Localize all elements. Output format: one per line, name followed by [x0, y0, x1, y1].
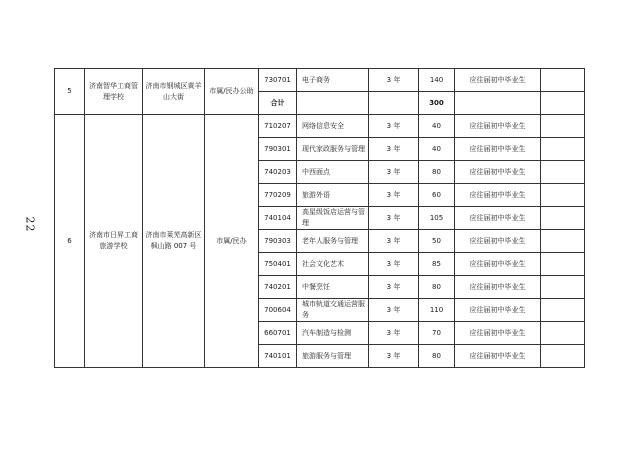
empty-cell — [297, 92, 369, 115]
major-name: 旅游外语 — [297, 184, 369, 207]
empty-cell — [541, 299, 585, 322]
major-target: 应往届初中毕业生 — [455, 138, 541, 161]
table-row — [55, 115, 585, 138]
school-address: 济南市钢城区黄羊山大街 — [143, 69, 205, 115]
total-value: 300 — [419, 92, 455, 115]
major-name: 中餐烹饪 — [297, 276, 369, 299]
major-quota: 110 — [419, 299, 455, 322]
empty-cell — [541, 230, 585, 253]
major-name: 城市轨道交通运营服务 — [297, 299, 369, 322]
empty-cell — [541, 322, 585, 345]
major-quota: 105 — [419, 207, 455, 230]
empty-cell — [541, 115, 585, 138]
major-years: 3 年 — [369, 184, 419, 207]
major-target: 应往届初中毕业生 — [455, 161, 541, 184]
major-code: 740104 — [259, 207, 297, 230]
major-years: 3 年 — [369, 161, 419, 184]
major-code: 700604 — [259, 299, 297, 322]
major-quota: 40 — [419, 115, 455, 138]
major-target: 应往届初中毕业生 — [455, 299, 541, 322]
major-quota: 80 — [419, 345, 455, 368]
major-years: 3 年 — [369, 138, 419, 161]
major-name: 现代家政服务与管理 — [297, 138, 369, 161]
major-quota: 60 — [419, 184, 455, 207]
major-name: 旅游服务与管理 — [297, 345, 369, 368]
empty-cell — [541, 92, 585, 115]
major-target: 应往届初中毕业生 — [455, 184, 541, 207]
major-quota: 40 — [419, 138, 455, 161]
major-target: 应往届初中毕业生 — [455, 230, 541, 253]
major-target: 应往届初中毕业生 — [455, 322, 541, 345]
empty-cell — [541, 184, 585, 207]
major-name: 老年人服务与管理 — [297, 230, 369, 253]
major-name: 中西面点 — [297, 161, 369, 184]
empty-cell — [455, 92, 541, 115]
empty-cell — [541, 345, 585, 368]
major-name: 社会文化艺术 — [297, 253, 369, 276]
major-name: 网络信息安全 — [297, 115, 369, 138]
major-years: 3 年 — [369, 230, 419, 253]
major-quota: 140 — [419, 69, 455, 92]
major-years: 3 年 — [369, 69, 419, 92]
enrollment-table — [54, 68, 585, 368]
school-type: 市属/民办 — [205, 115, 259, 368]
school-type: 市属/民办公助 — [205, 69, 259, 115]
empty-cell — [541, 138, 585, 161]
major-code: 790303 — [259, 230, 297, 253]
major-quota: 50 — [419, 230, 455, 253]
major-quota: 80 — [419, 276, 455, 299]
major-target: 应往届初中毕业生 — [455, 276, 541, 299]
major-years: 3 年 — [369, 322, 419, 345]
major-code: 660701 — [259, 322, 297, 345]
major-name: 汽车制造与检测 — [297, 322, 369, 345]
page-number: 22 — [23, 216, 37, 233]
major-name: 电子商务 — [297, 69, 369, 92]
empty-cell — [541, 253, 585, 276]
table-row — [55, 69, 585, 92]
school-address: 济南市莱芜高新区枫山路 007 号 — [143, 115, 205, 368]
major-years: 3 年 — [369, 345, 419, 368]
major-code: 740101 — [259, 345, 297, 368]
major-code: 740201 — [259, 276, 297, 299]
school-seq: 6 — [55, 115, 85, 368]
school-name: 济南智华工商管理学校 — [85, 69, 143, 115]
school-seq: 5 — [55, 69, 85, 115]
major-code: 770209 — [259, 184, 297, 207]
major-code: 710207 — [259, 115, 297, 138]
empty-cell — [541, 161, 585, 184]
empty-cell — [541, 207, 585, 230]
major-name: 高星级饭店运营与管理 — [297, 207, 369, 230]
major-target: 应往届初中毕业生 — [455, 69, 541, 92]
school-name: 济南市日昇工商旅游学校 — [85, 115, 143, 368]
major-code: 790301 — [259, 138, 297, 161]
major-years: 3 年 — [369, 276, 419, 299]
empty-cell — [369, 92, 419, 115]
major-years: 3 年 — [369, 207, 419, 230]
major-target: 应往届初中毕业生 — [455, 207, 541, 230]
major-code: 730701 — [259, 69, 297, 92]
major-years: 3 年 — [369, 115, 419, 138]
major-years: 3 年 — [369, 299, 419, 322]
major-quota: 70 — [419, 322, 455, 345]
total-label: 合计 — [259, 92, 297, 115]
empty-cell — [541, 276, 585, 299]
empty-cell — [541, 69, 585, 92]
major-target: 应往届初中毕业生 — [455, 115, 541, 138]
major-target: 应往届初中毕业生 — [455, 253, 541, 276]
major-code: 750401 — [259, 253, 297, 276]
major-quota: 80 — [419, 161, 455, 184]
major-quota: 85 — [419, 253, 455, 276]
major-code: 740203 — [259, 161, 297, 184]
major-years: 3 年 — [369, 253, 419, 276]
major-target: 应往届初中毕业生 — [455, 345, 541, 368]
